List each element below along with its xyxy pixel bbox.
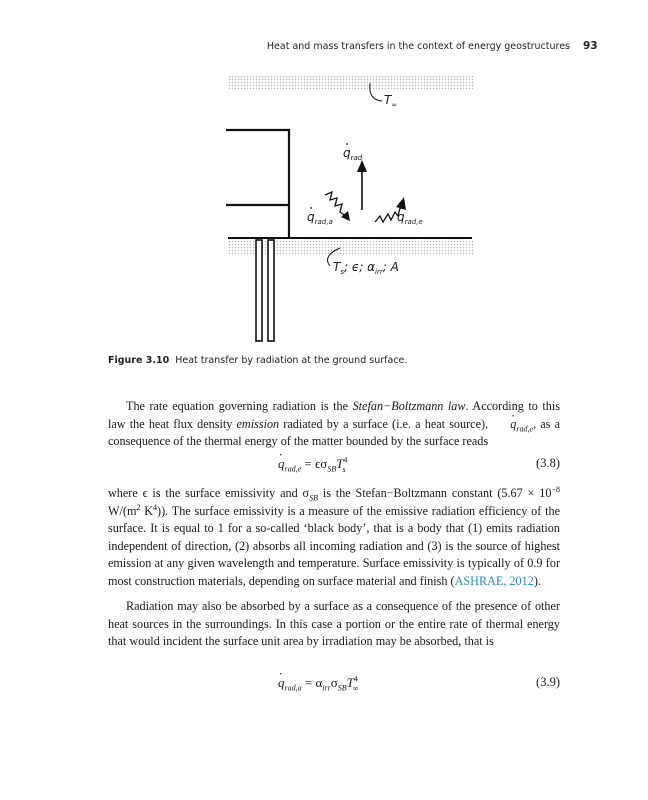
running-head: Heat and mass transfers in the context of energy geostructures: [266, 41, 570, 52]
t-infinity-label: $T_\infty$: [384, 93, 398, 109]
atmosphere-band: [228, 75, 474, 90]
equation-number-3-9: (3.9): [536, 675, 560, 689]
q-rad-e-label: $q_{rad,e}$: [397, 210, 423, 226]
paragraph-absorption: Radiation may also be absorbed by a surface as a consequence of the presence of other heat sources in the surroundings. In this case a portion or the entire rate of thermal energy that would incident the surface unit area by irradiation may be absorbed, that is: [108, 599, 560, 649]
pile-left: [256, 240, 262, 341]
absorbed-radiation-arrowhead: [341, 211, 350, 221]
q-rad-a-label: $q_{rad,a}$: [307, 210, 333, 226]
figure-caption: [108, 355, 568, 366]
caption-text: Heat transfer by radiation at the ground surface.: [175, 355, 408, 366]
surface-properties-label: $T_s$; ϵ; $\alpha_{irr}$; A: [333, 260, 399, 276]
q-rad-dot: [346, 143, 348, 145]
absorbed-radiation-wave: [325, 192, 346, 216]
paragraph-stefan-boltzmann: The rate equation governing radiation is the Stefan−Boltzmann law. According to this law the heat flux density emission radiated by a surface (i.e. a heat source), · $q_{rad,e}$, as a consequence of the thermal energy of the matter bounded by the surface reads: [108, 398, 560, 451]
equation-number-3-8: (3.8): [536, 456, 560, 470]
caption-number: Figure 3.10: [108, 355, 170, 366]
q-rad-e-dot: [400, 207, 402, 209]
equation-3-8: · $q_{rad,e} = \epsilon\sigma_{SB}T^4_s$ (3.8): [108, 456, 560, 476]
pile-right: [268, 240, 274, 341]
q-rad-a-dot: [310, 207, 312, 209]
paragraph-emissivity: where ϵ is the surface emissivity and $\sigma_{SB}$ is the Stefan−Boltzmann constant ($5.67 \times 10^{-8}$ $W/(m^2$ $K^4$)). The surface emissivity is a measure of the emissive radiation efficiency of the surface. It is equal to 1 for a so-called ‘black body’, that is a body that (1) emits radiation independent of direction, (2) absorbs all incoming radiation and (3) is the source of highest emission at any given wavelength and temperature. Surface emissivity is typically of 0.9 for most construction materials, depending on surface material and finish (ASHRAE, 2012).: [108, 484, 560, 588]
citation-ashrae-2012[interactable]: ASHRAE, 2012: [454, 573, 534, 588]
ground-region: [228, 239, 474, 255]
page-number: 93: [583, 40, 598, 52]
figure-3-10: [0, 0, 648, 360]
equation-3-9: · $q_{rad,a} = \alpha_{irr}\sigma_{SB}T^4_\infty$ (3.9): [108, 675, 560, 695]
q-rad-label: $q_{rad}$: [343, 146, 363, 162]
